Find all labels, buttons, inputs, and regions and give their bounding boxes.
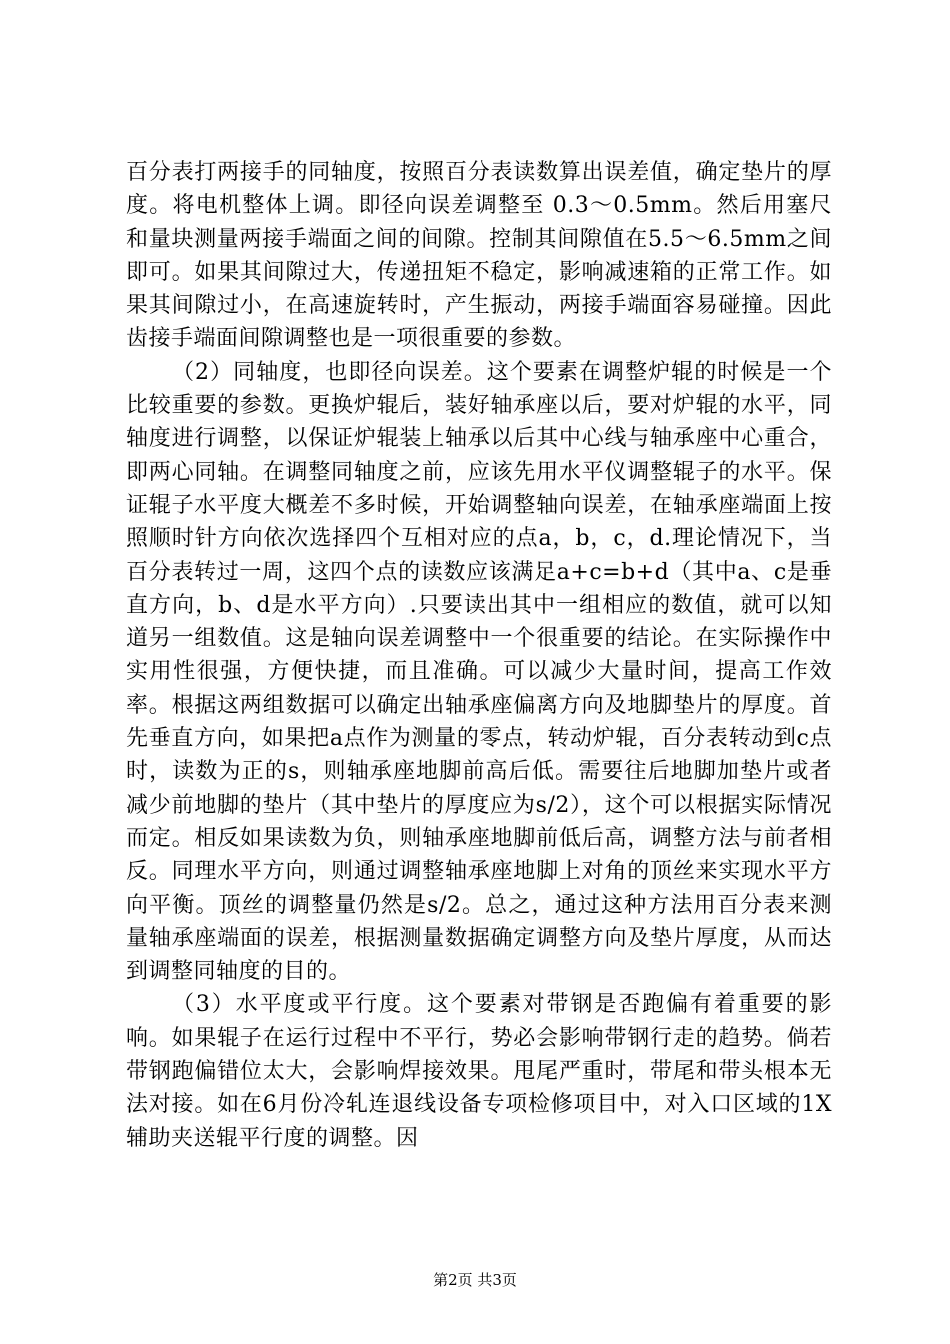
paragraph-1: 百分表打两接手的同轴度，按照百分表读数算出误差值，确定垫片的厚度。将电机整体上调。即径向误差调整至 0.3～0.5mm。然后用塞尺和量块测量两接手端面之间的间隙。控制其间隙值在5.5～6.5mm之间即可。如果其间隙过大，传递扭矩不稳定，影响减速箱的正常工作。如果其间隙过小，在高速旋转时，产生振动，两接手端面容易碰撞。因此齿接手端面间隙调整也是一项很重要的参数。	[126, 160, 832, 352]
document-body	[126, 156, 832, 1155]
page-footer: 第2页 共3页	[433, 1271, 517, 1289]
paragraph-3: （3）水平度或平行度。这个要素对带钢是否跑偏有着重要的影响。如果辊子在运行过程中不平行，势必会影响带钢行走的趋势。倘若带钢跑偏错位太大，会影响焊接效果。甩尾严重时，带尾和带头根本无法对接。如在6月份冷轧连退线设备专项检修项目中，对入口区域的1X辅助夹送辊平行度的调整。因	[126, 992, 832, 1151]
paragraph-2: （2）同轴度，也即径向误差。这个要素在调整炉辊的时候是一个比较重要的参数。更换炉辊后，装好轴承座以后，要对炉辊的水平，同轴度进行调整，以保证炉辊装上轴承以后其中心线与轴承座中心重合，即两心同轴。在调整同轴度之前，应该先用水平仪调整辊子的水平。保证辊子水平度大概差不多时候，开始调整轴向误差，在轴承座端面上按照顺时针方向依次选择四个互相对应的点a，b，c，d.理论情况下，当百分表转过一周，这四个点的读数应该满足a+c=b+d（其中a、c是垂直方向，b、d是水平方向）.只要读出其中一组相应的数值，就可以知道另一组数值。这是轴向误差调整中一个很重要的结论。在实际操作中实用性很强，方便快捷，而且准确。可以减少大量时间，提高工作效率。根据这两组数据可以确定出轴承座偏离方向及地脚垫片的厚度。首先垂直方向，如果把a点作为测量的零点，转动炉辊，百分表转动到c点时，读数为正的s，则轴承座地脚前高后低。需要往后地脚加垫片或者减少前地脚的垫片（其中垫片的厚度应为s/2），这个可以根据实际情况而定。相反如果读数为负，则轴承座地脚前低后高，调整方法与前者相反。同理水平方向，则通过调整轴承座地脚上对角的顶丝来实现水平方向平衡。顶丝的调整量仍然是s/2。总之，通过这种方法用百分表来测量轴承座端面的误差，根据测量数据确定调整方向及垫片厚度，从而达到调整同轴度的目的。	[126, 359, 832, 985]
